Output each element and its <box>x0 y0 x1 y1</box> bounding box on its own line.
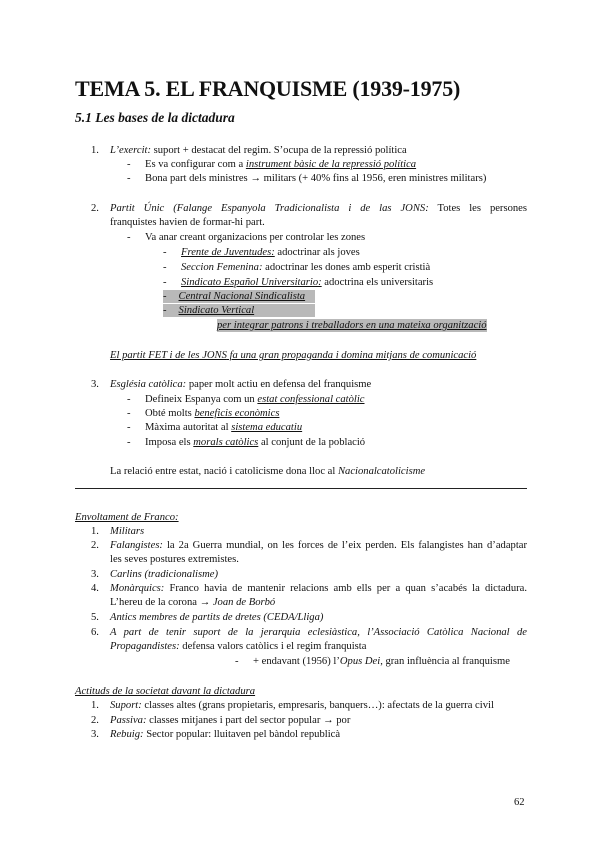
bullet-text: Defineix Espanya com un <box>145 394 258 405</box>
page-title: TEMA 5. EL FRANQUISME (1939-1975) <box>75 76 461 101</box>
vertical-note: per integrar patrons i treballadors en una mateixa organització <box>217 320 487 331</box>
env-item: Militars <box>110 526 145 537</box>
env-item <box>110 582 527 595</box>
org-text: adoctrina els universitaris <box>321 277 434 288</box>
item-number: 1. <box>91 145 99 156</box>
relation-line <box>110 465 425 478</box>
env-text: Franco havia de mantenir relacions amb ells per a quan s’acabés la dictadura. <box>164 583 527 594</box>
divider <box>75 488 527 489</box>
bullet-dash: - <box>127 422 131 433</box>
bullet-item <box>145 158 416 171</box>
summary-label: El partit FET i de les JONS <box>110 350 227 361</box>
bullet-dash: - <box>127 408 131 419</box>
org-label: Seccion Femenina: <box>181 262 263 273</box>
org-item <box>181 246 360 259</box>
bullet-item <box>145 393 365 406</box>
item-partit-unic <box>110 202 527 215</box>
item-number: 4. <box>91 583 99 594</box>
item-text-cont: franquistes havien de formar-hi part. <box>110 217 265 228</box>
item-label: L’exercit: <box>110 145 151 156</box>
item-esglesia <box>110 378 371 391</box>
item-label: Partit Únic (Falange Espanyola Tradicionalista i de las JONS: <box>110 203 429 214</box>
bullet-dash: - <box>235 656 239 667</box>
env-label: Falangistes: <box>110 540 163 551</box>
org-item-highlighted <box>163 290 315 303</box>
env-item: A part de tenir suport de la jerarquia eclesiàstica, l’Associació Catòlica Nacional de <box>110 627 527 638</box>
actituds-heading: Actituds de la societat davant la dictadura <box>75 686 256 697</box>
item-number: 3. <box>91 379 99 390</box>
item-label: Església catòlica: <box>110 379 187 390</box>
bullet-text: al conjunt de la població <box>258 437 366 448</box>
bullet-dash: - <box>127 159 131 170</box>
item-number: 2. <box>91 203 99 214</box>
actitud-text: Sector popular: lluitaven pel bàndol republicà <box>143 729 341 740</box>
bullet-dash: - <box>127 232 131 243</box>
item-text: paper molt actiu en defensa del franquisme <box>186 379 372 390</box>
env-text: L’hereu de la corona → <box>110 597 213 608</box>
actitud-text: classes altes (grans propietaris, empresaris, banquers…): afectats de la guerra civil <box>141 700 494 711</box>
org-label: Central Nacional Sindicalista <box>178 291 306 302</box>
bullet-emphasis: beneficis econòmics <box>194 408 280 419</box>
org-text: adoctrinar les dones amb esperit cristià <box>262 262 431 273</box>
item-number: 6. <box>91 627 99 638</box>
actitud-text: classes mitjanes i part del sector popular → por <box>146 715 351 726</box>
partit-summary <box>110 349 476 362</box>
org-text: adoctrinar als joves <box>274 247 360 258</box>
item-number: 2. <box>91 715 99 726</box>
env-text: defensa valors catòlics i el regim franquista <box>179 641 367 652</box>
env-term: Propagandistes: <box>110 641 180 652</box>
relation-text: La relació entre estat, nació i catolicisme dona lloc al <box>110 466 338 477</box>
bullet-dash: - <box>127 437 131 448</box>
item-number: 2. <box>91 540 99 551</box>
bullet-text: Màxima autoritat al <box>145 422 232 433</box>
section-subtitle: 5.1 Les bases de la dictadura <box>75 110 235 125</box>
env-text-cont <box>110 640 366 653</box>
env-item: Carlins (tradicionalisme) <box>110 569 218 580</box>
bullet-dash: - <box>163 262 167 273</box>
envoltament-heading: Envoltament de Franco: <box>75 512 179 523</box>
item-number: 5. <box>91 612 99 623</box>
item-text: Totes les persones <box>428 203 528 214</box>
bullet-dash: - <box>163 277 167 288</box>
env-text-cont: les seves postures extremistes. <box>110 554 239 565</box>
env-term: Joan de Borbó <box>212 597 276 608</box>
env-item: Antics membres de partits de dretes (CEDA/Lliga) <box>110 612 324 623</box>
actitud-item <box>110 714 350 727</box>
page-number: 62 <box>514 797 525 808</box>
bullet-emphasis: sistema educatiu <box>231 422 303 433</box>
item-text: suport + destacat del regim. S’ocupa de la repressió política <box>150 145 407 156</box>
bullet-emphasis: morals catòlics <box>193 437 259 448</box>
org-item-highlighted <box>163 304 315 317</box>
bullet-dash: - <box>163 291 167 302</box>
bullet-text: Es va configurar com a <box>145 159 246 170</box>
bullet-dash: - <box>127 173 131 184</box>
org-item <box>181 261 430 274</box>
env-text: la 2a Guerra mundial, on les forces de l’eix perden. Els falangistes han d’adaptar <box>162 540 527 551</box>
bullet-dash: - <box>163 305 167 316</box>
item-number: 1. <box>91 700 99 711</box>
actitud-label: Rebuig: <box>110 729 144 740</box>
item-number: 3. <box>91 729 99 740</box>
org-label: Sindicato Español Universitario: <box>181 277 322 288</box>
org-label: Sindicato Vertical <box>178 305 255 316</box>
summary-text: fa una gran propaganda i domina mitjans de comunicació <box>226 350 477 361</box>
bullet-item <box>145 421 302 434</box>
bullet-emphasis: instrument bàsic de la repressió política <box>245 159 417 170</box>
bullet-dash: - <box>163 247 167 258</box>
org-label: Frente de Juventudes: <box>181 247 275 258</box>
item-number: 1. <box>91 526 99 537</box>
env-text-cont <box>110 596 275 609</box>
opus-text: , gran influència al franquisme <box>380 656 510 667</box>
item-number: 3. <box>91 569 99 580</box>
actitud-label: Passiva: <box>110 715 147 726</box>
bullet-item <box>145 436 365 449</box>
relation-term: Nacionalcatolicisme <box>337 466 426 477</box>
bullet-emphasis: estat confessional catòlic <box>257 394 365 405</box>
env-item <box>110 539 527 552</box>
opus-text: + endavant (1956) l’ <box>253 656 340 667</box>
item-exercit <box>110 144 407 157</box>
actitud-item <box>110 699 494 712</box>
actitud-item <box>110 728 340 741</box>
bullet-item: Bona part dels ministres → militars (+ 40% fins al 1956, eren ministres militars) <box>145 173 487 184</box>
bullet-item <box>145 407 279 420</box>
bullet-item: Va anar creant organizacions per controlar les zones <box>145 232 366 243</box>
org-item <box>181 276 433 289</box>
opus-term: Opus Dei <box>339 656 381 667</box>
env-label: Monàrquics: <box>110 583 165 594</box>
bullet-dash: - <box>127 394 131 405</box>
opus-line <box>253 655 510 668</box>
bullet-text: Obté molts <box>145 408 195 419</box>
bullet-text: Imposa els <box>145 437 194 448</box>
actitud-label: Suport: <box>110 700 142 711</box>
